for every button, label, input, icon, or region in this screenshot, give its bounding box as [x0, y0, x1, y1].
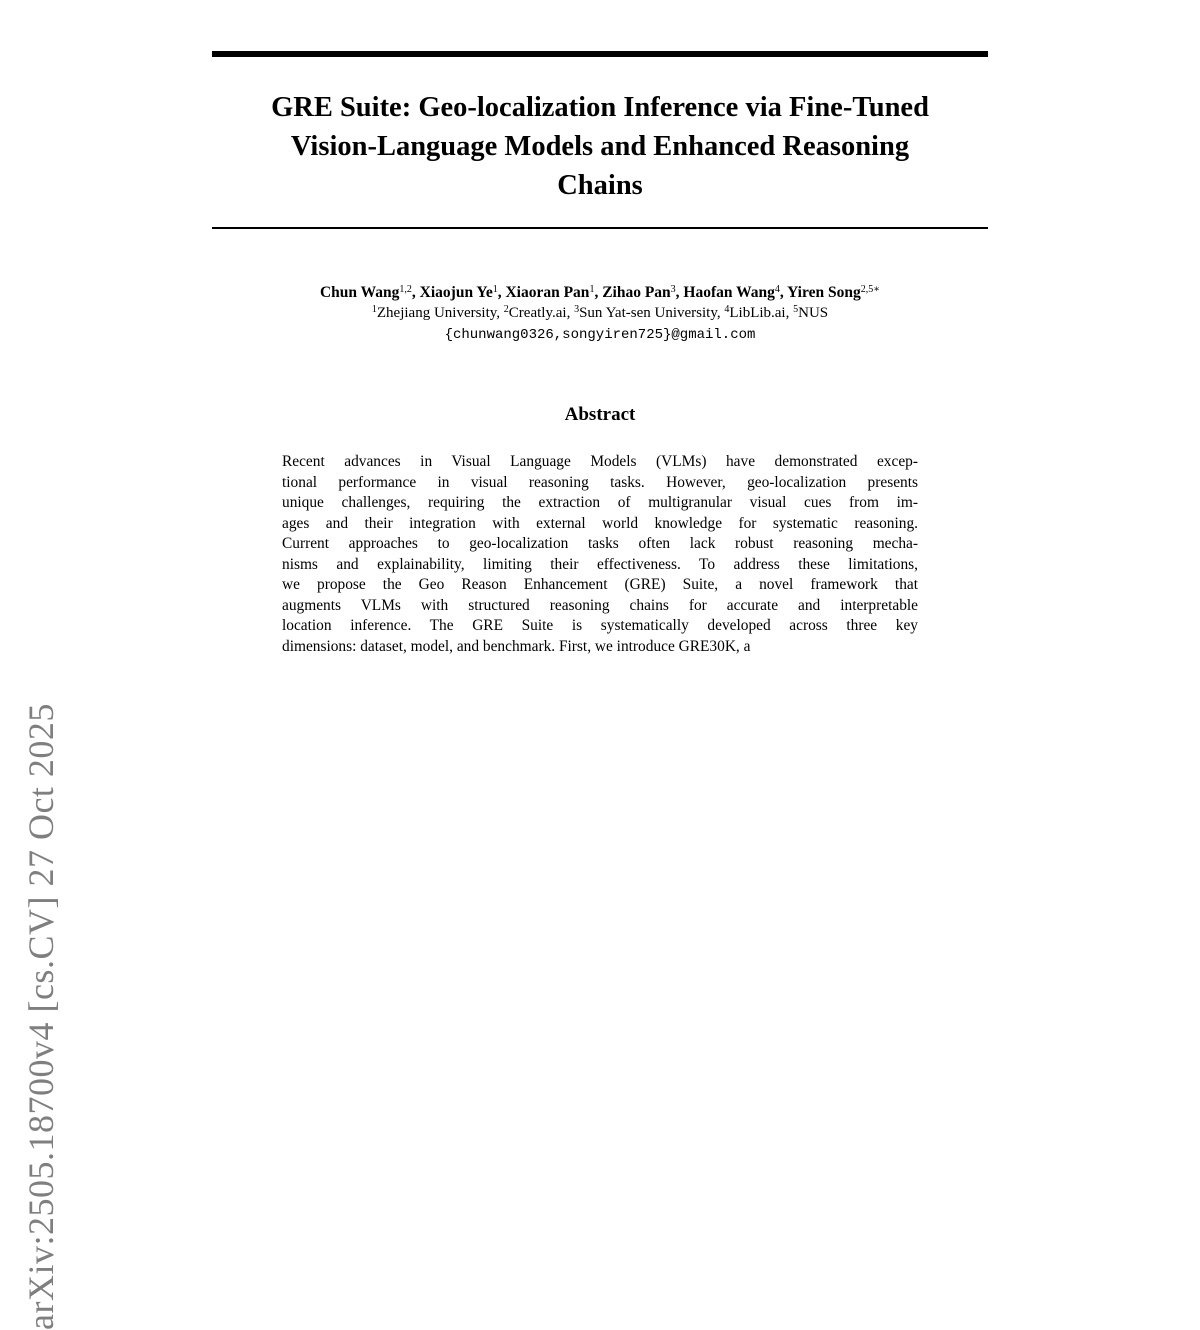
author-separator: ,: [411, 284, 420, 301]
affil-mark: 4: [724, 304, 730, 315]
affil-mark: 3: [574, 304, 580, 315]
author-name: Haofan Wang: [683, 284, 775, 301]
author-name: Chun Wang: [319, 284, 400, 301]
affil-name: LibLib.ai: [729, 305, 786, 321]
affil-name: Sun Yat-sen University: [579, 305, 717, 321]
author-list: [212, 283, 988, 302]
title-line: Vision-Language Models and Enhanced Reasoning: [290, 131, 910, 162]
abstract-line: unique challenges, requiring the extraction of multigranular visual cues from im-: [282, 494, 918, 511]
affil-mark: 2: [503, 304, 509, 315]
title-bottom-rule: [212, 227, 988, 229]
affil-separator: ,: [785, 305, 794, 321]
abstract-line: we propose the Geo Reason Enhancement (GRE) Suite, a novel framework that: [282, 576, 918, 593]
abstract-line: location inference. The GRE Suite is systematically developed across three key: [282, 617, 918, 634]
affil-mark: 5: [793, 304, 799, 315]
author-name: Xiaoran Pan: [505, 284, 590, 301]
abstract-line: dimensions: dataset, model, and benchmark. First, we introduce GRE30K, a: [282, 637, 751, 655]
affil-name: NUS: [798, 305, 829, 321]
affil-separator: ,: [566, 305, 575, 321]
abstract-line: augments VLMs with structured reasoning chains for accurate and interpretable: [282, 596, 918, 614]
author-name: Yiren Song: [787, 284, 861, 301]
abstract-line: Current approaches to geo-localization tasks often lack robust reasoning mecha-: [282, 535, 918, 552]
affil-name: Creatly.ai: [508, 305, 567, 321]
author-separator: ,: [594, 284, 603, 301]
title-line: GRE Suite: Geo-localization Inference via Fine-Tuned: [271, 92, 929, 123]
paper-title: [212, 88, 988, 205]
author-affil-mark: 1: [589, 284, 595, 295]
abstract-line: nisms and explainability, limiting their effectiveness. To address these limitations,: [282, 555, 918, 573]
author-affil-mark: 3: [670, 284, 676, 295]
abstract-line: Recent advances in Visual Language Models (VLMs) have demonstrated excep-: [282, 453, 918, 470]
arxiv-identifier: arXiv:2505.18700v4 [cs.CV] 27 Oct 2025: [21, 703, 61, 1330]
author-name: Zihao Pan: [602, 284, 671, 301]
abstract-body: [282, 452, 918, 657]
title-line: Chains: [557, 170, 643, 201]
author-affil-mark: 1,2: [399, 284, 412, 295]
author-affil-mark: 4: [774, 284, 780, 295]
abstract-heading: Abstract: [564, 404, 636, 425]
author-affil-mark: 2,5∗: [860, 284, 880, 295]
author-separator: ,: [779, 284, 788, 301]
affil-separator: ,: [716, 305, 725, 321]
contact-email: {chunwang0326,songyiren725}@gmail.com: [444, 327, 756, 343]
title-top-rule: [212, 51, 988, 57]
abstract-line: tional performance in visual reasoning tasks. However, geo-localization presents: [282, 473, 918, 491]
author-separator: ,: [497, 284, 506, 301]
author-separator: ,: [675, 284, 684, 301]
author-affil-mark: 1: [492, 284, 498, 295]
affiliation-list: [212, 304, 988, 323]
affil-separator: ,: [496, 305, 504, 321]
abstract-line: ages and their integration with external world knowledge for systematic reasoning.: [282, 514, 918, 532]
affil-name: Zhejiang University: [376, 305, 497, 321]
arxiv-side-stamp: [18, 330, 78, 1330]
affil-mark: 1: [371, 304, 377, 315]
author-name: Xiaojun Ye: [419, 284, 493, 301]
